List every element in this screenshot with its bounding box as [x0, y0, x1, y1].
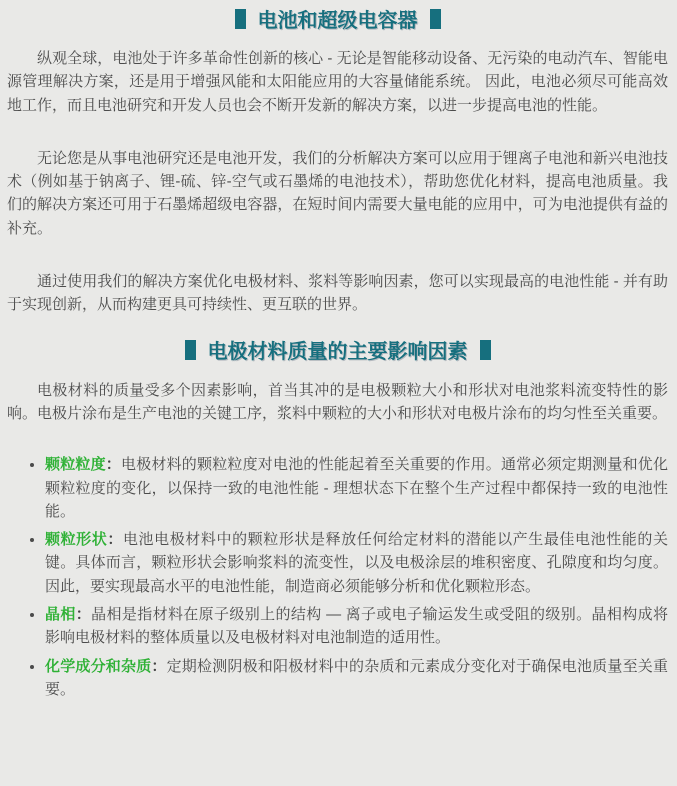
- intro-paragraph-3: 通过使用我们的解决方案优化电极材料、浆料等影响因素，您可以实现最高的电池性能 - 并有助于实现创新，从而构建更具可持续性、更互联的世界。: [7, 273, 668, 314]
- section-heading-quality-factors: [7, 339, 668, 365]
- article: [7, 8, 668, 701]
- term-label: 颗粒形状: [45, 531, 108, 549]
- intro-paragraph-1: 纵观全球，电池处于许多革命性创新的核心 - 无论是智能移动设备、无污染的电动汽车、智能电源管理解决方案，还是用于增强风能和太阳能应用的大容量储能系统。 因此，电池必须尽可能高效地工作，而且电池研究和开发人员也会不断开发新的解决方案，以进一步提高电池的性能。: [7, 50, 668, 114]
- section-heading-text: 电极材料质量的主要影响因素: [207, 340, 468, 363]
- heading-bar-icon: [235, 9, 246, 29]
- heading-bar-icon: [430, 9, 441, 29]
- list-item-text: 电极材料的颗粒粒度对电池的性能起着至关重要的作用。通常必须定期测量和优化颗粒粒度的变化，以保持一致的电池性能 - 理想状态下在整个生产过程中都保持一致的电池性能。: [45, 456, 668, 520]
- term-colon: ：: [75, 606, 92, 624]
- term-colon: ：: [105, 456, 121, 474]
- heading-bar-icon: [185, 340, 196, 360]
- list-item-text: 晶相是指材料在原子级别上的结构 — 离子或电子输运发生或受阻的级别。晶相构成将影响电极材料的整体质量以及电极材料对电池制造的适用性。: [45, 606, 668, 647]
- list-item-text: 定期检测阴极和阳极材料中的杂质和元素成分变化对于确保电池质量至关重要。: [45, 657, 668, 698]
- intro-paragraph-2: 无论您是从事电池研究还是电池开发，我们的分析解决方案可以应用于锂离子电池和新兴电池技术（例如基于钠离子、锂-硫、锌-空气或石墨烯的电池技术），帮助您优化材料，提高电池质量。我们的解决方案还可用于石墨烯超级电容器，在短时间内需要大量电能的应用中，可为电池提供有益的补充。: [7, 149, 668, 237]
- heading-bar-icon: [480, 340, 491, 360]
- term-colon: ：: [107, 531, 123, 549]
- quality-factors-list: [7, 453, 668, 701]
- term-colon: ：: [151, 657, 167, 675]
- list-item-text: 电池电极材料中的颗粒形状是释放任何给定材料的潜能以产生最佳电池性能的关键。具体而言，颗粒形状会影响浆料的流变性，以及电极涂层的堆积密度、孔隙度和均匀度。 因此，要实现最高水平的电池性能，制造商必须能够分析和优化颗粒形态。: [45, 531, 668, 595]
- term-label: 晶相: [45, 606, 76, 624]
- list-item-crystal-phase: [45, 603, 668, 650]
- battery-article-page: [0, 8, 677, 786]
- section-heading-batteries: [7, 8, 668, 34]
- section-heading-text: 电池和超级电容器: [257, 10, 418, 32]
- quality-intro-paragraph: 电极材料的质量受多个因素影响，首当其冲的是电极颗粒大小和形状对电池浆料流变特性的影响。电极片涂布是生产电池的关键工序，浆料中颗粒的大小和形状对电极片涂布的均匀性至关重要。: [7, 381, 668, 422]
- term-label: 颗粒粒度: [45, 456, 106, 474]
- list-item-chemical-composition: [45, 655, 668, 702]
- term-label: 化学成分和杂质: [45, 657, 152, 675]
- list-item-particle-shape: [45, 528, 668, 598]
- list-item-particle-size: [45, 453, 668, 523]
